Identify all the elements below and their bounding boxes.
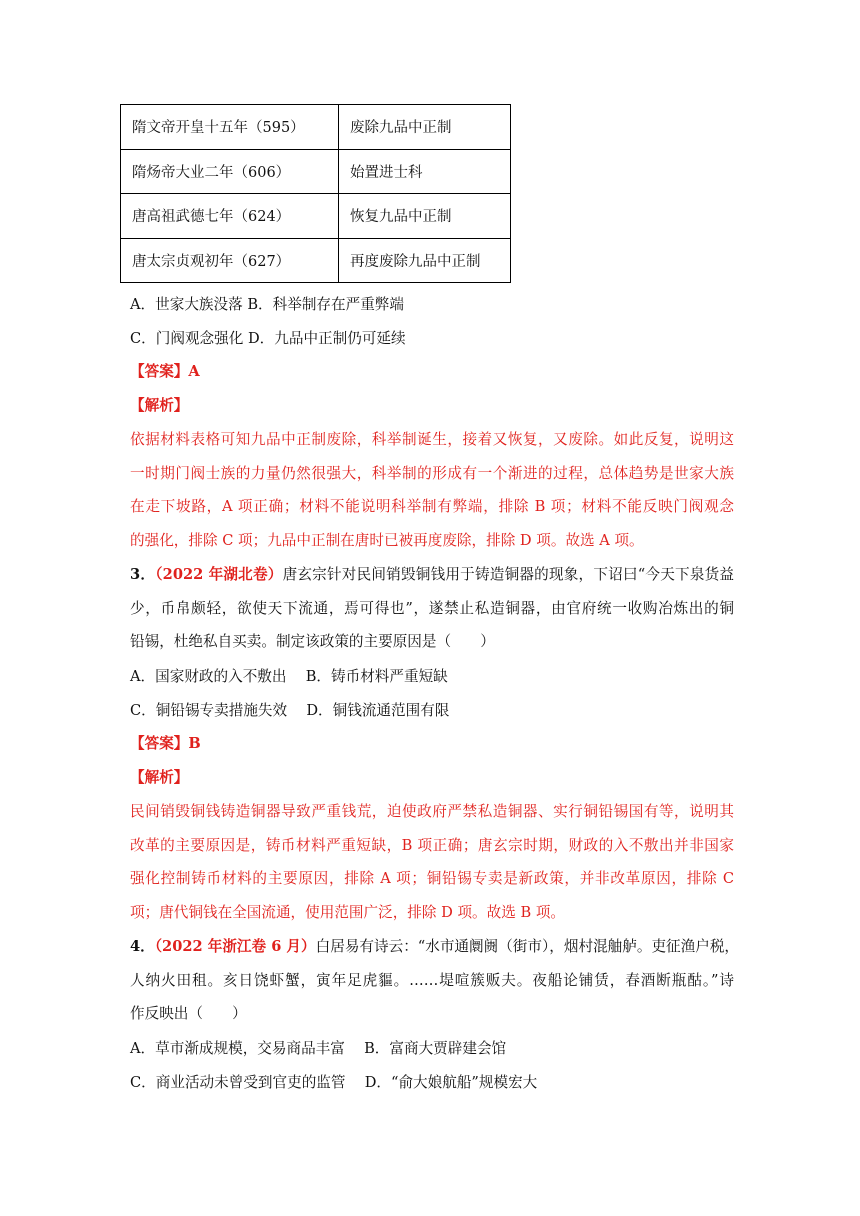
q2-analysis-text [130,423,734,557]
q3-analysis-tag: 【解析】 [130,769,189,786]
table-cell-event: 恢复九品中正制 [339,194,511,239]
q3-number: 3． [130,566,156,583]
q3-analysis-text [130,795,734,929]
q2-analysis-line: 在走下坡路，A 项正确；材料不能说明科举制有弊端，排除 B 项；材料不能反映门阀观念 [130,498,734,516]
table-row [121,149,511,194]
q3-stem-line [130,558,734,592]
table-row [121,194,511,239]
q3-stem-line: 铅锡，杜绝私自买卖。制定该政策的主要原因是（ ） [130,633,495,651]
q3-stem [130,558,734,659]
q4-stem-line [130,930,740,964]
q2-options-line-1: A．世家大族没落 B．科举制存在严重弊端 [130,296,404,313]
q3-analysis-line: 民间销毁铜钱铸造铜器导致严重钱荒，迫使政府严禁私造铜器、实行铜铅锡国有等，说明其 [130,803,734,820]
q3-answer-tag: 【答案】B [130,735,201,752]
table-cell-period: 唐高祖武德七年（624） [121,194,339,239]
q4-stem-line: 作反映出（ ） [130,1005,247,1023]
table-cell-period: 隋炀帝大业二年（606） [121,149,339,194]
q3-source: （2022 年湖北卷） [155,566,283,583]
q4-options-line-1: A．草市渐成规模，交易商品丰富 B．富商大贾辟建会馆 [130,1040,507,1057]
table-cell-event: 始置进士科 [339,149,511,194]
table-cell-period: 唐太宗贞观初年（627） [121,238,339,283]
table-cell-event: 再度废除九品中正制 [339,238,511,283]
q2-options-line-2: C．门阀观念强化 D．九品中正制仍可延续 [130,330,406,347]
q2-analysis-line: 的强化，排除 C 项；九品中正制在唐时已被再度废除，排除 D 项。故选 A 项。 [130,531,644,549]
q4-source: （2022 年浙江卷 6 月） [154,938,316,955]
q4-options-line-2: C．商业活动未曾受到官吏的监管 D．“俞大娘航船”规模宏大 [130,1074,538,1091]
table-row [121,238,511,283]
q3-stem-line: 少，币帛颇轻，欲使天下流通，焉可得也”，遂禁止私造铜器，由官府统一收购冶炼出的铜 [130,599,734,617]
q3-options-line-2: C．铜铅锡专卖措施失效 D．铜钱流通范围有限 [130,702,450,719]
table-row [121,105,511,150]
table-cell-period: 隋文帝开皇十五年（595） [121,105,339,150]
q3-analysis-line: 改革的主要原因是，铸币材料严重短缺，B 项正确；唐玄宗时期，财政的入不敷出并非国家 [130,836,734,854]
q3-analysis-line: 强化控制铸币材料的主要原因，排除 A 项；铜铅锡专卖是新政策，并非改革原因，排除 C [130,870,734,888]
q4-stem [130,930,740,1031]
q2-answer-tag: 【答案】A [130,363,200,380]
table-cell-event: 废除九品中正制 [339,105,511,150]
q4-number: 4． [130,938,155,955]
q4-stem-text: 白居易有诗云：“水市通阛阓（街市），烟村混舳舻。吏征渔户税， [315,938,740,955]
history-table [120,104,511,283]
q4-stem-line: 人纳火田租。亥日饶虾蟹，寅年足虎貙。……堤喧簇贩夫。夜船论铺赁，春酒断瓶酤。”诗 [130,971,734,989]
q3-analysis-line: 项；唐代铜钱在全国流通，使用范围广泛，排除 D 项。故选 B 项。 [130,903,566,921]
q2-analysis-line: 依据材料表格可知九品中正制废除，科举制诞生，接着又恢复，又废除。如此反复，说明这 [130,431,734,448]
q3-stem-text: 唐玄宗针对民间销毁铜钱用于铸造铜器的现象，下诏曰“今天下泉货益 [282,566,735,583]
q2-analysis-line: 一时期门阀士族的力量仍然很强大，科举制的形成有一个渐进的过程，总体趋势是世家大族 [130,464,734,482]
q3-options-line-1: A．国家财政的入不敷出 B．铸币材料严重短缺 [130,668,448,685]
q2-analysis-tag: 【解析】 [130,397,189,414]
